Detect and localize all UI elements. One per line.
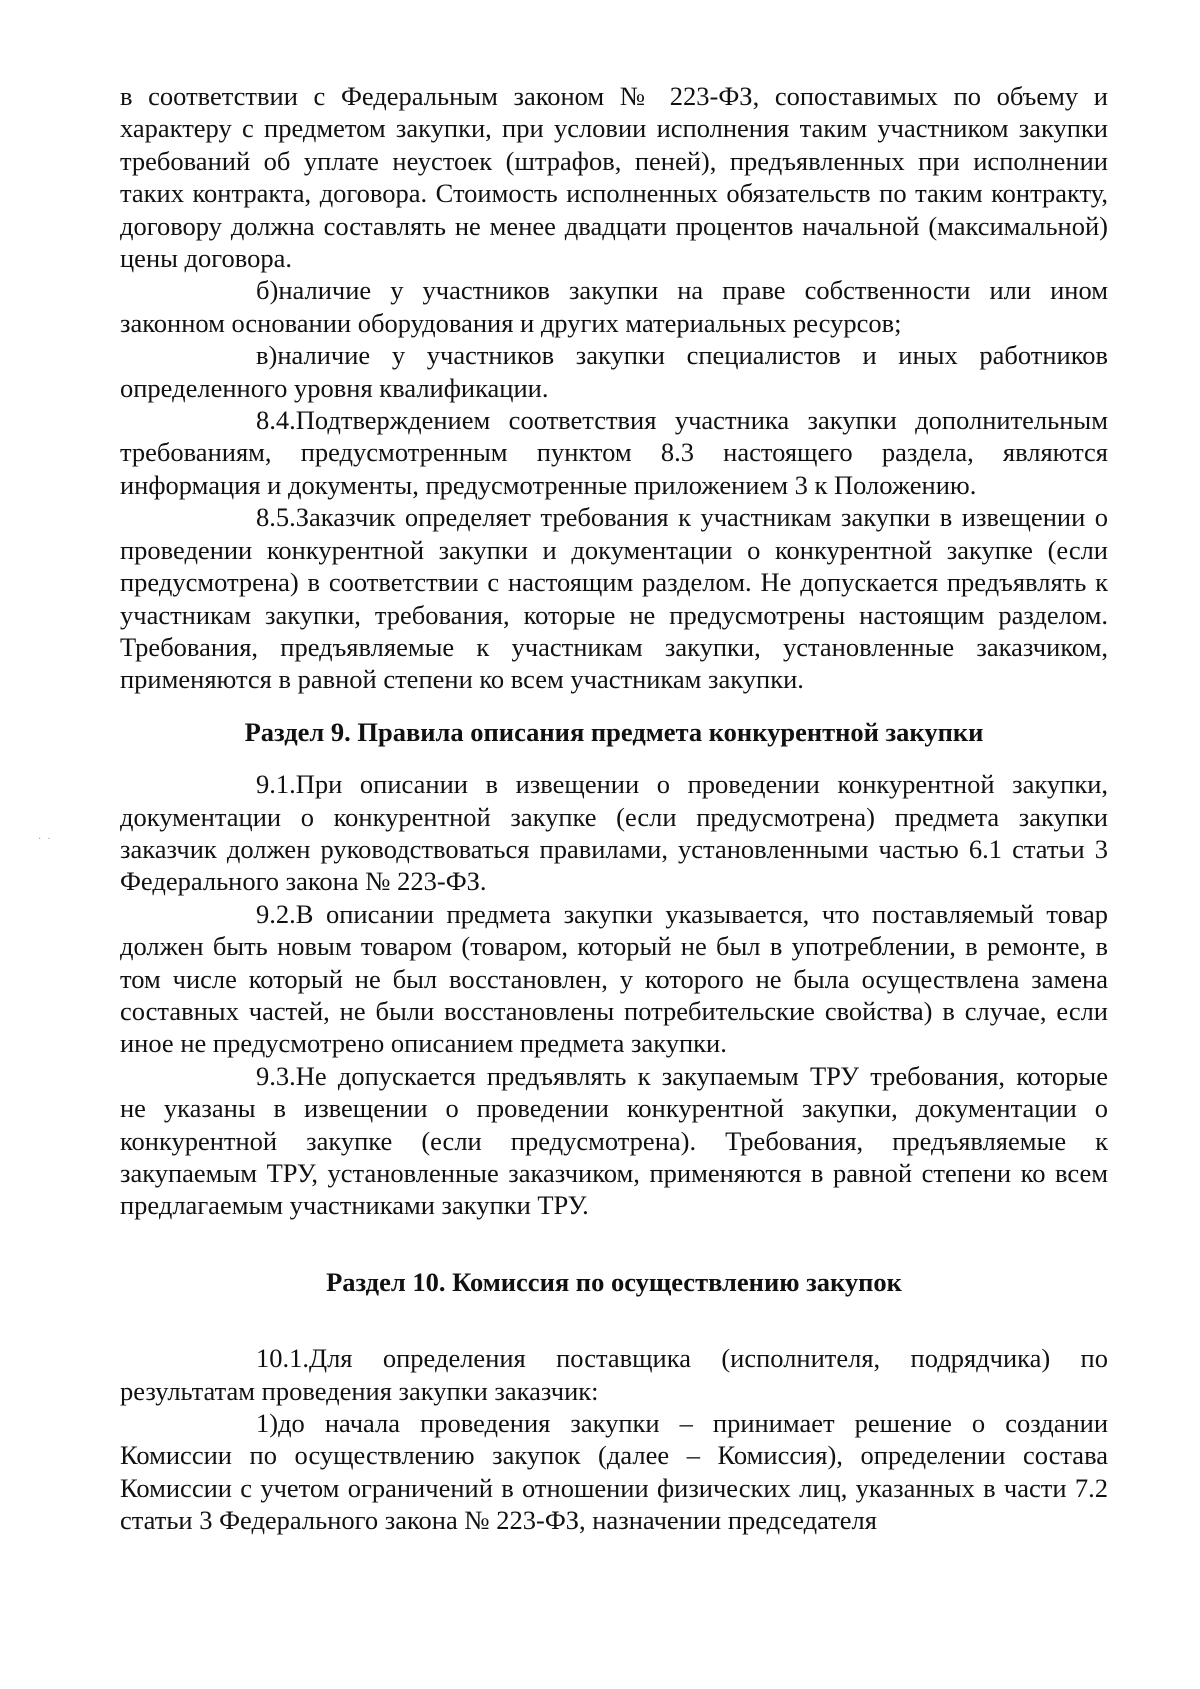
- section-9-heading: Раздел 9. Правила описания предмета конкурентной закупки: [244, 716, 984, 747]
- paragraph-9-1: [120, 768, 1108, 898]
- section-10-heading: Раздел 10. Комиссия по осуществлению закупок: [326, 1266, 902, 1297]
- paragraph-text: наличие у участников закупки на праве собственности или ином законном основании оборудования и других материальных ресурсов;: [120, 275, 1108, 338]
- item-number: 9.3.: [256, 1060, 296, 1091]
- paragraph-8-4: [120, 404, 1108, 501]
- item-number: 1): [256, 1408, 279, 1439]
- paragraph-text: Не допускается предъявлять к закупаемым ТРУ требования, которые не указаны в извещении о проведении конкурентной закупки, документации о конкурентной закупке (если предусмотрена). Требования, предъявляемые к закупаемым ТРУ, установленные заказчиком, применяются в равной степени ко всем предлагаемым участниками закупки ТРУ.: [120, 1060, 1108, 1221]
- paragraph-text: В описании предмета закупки указывается, что поставляемый товар должен быть новым товаром (товаром, который не был в употреблении, в ремонте, в том числе который не был восстановлен, у которого не была осуществлена замена составных частей, не были восстановлены потребительские свойства) в случае, если иное не предусмотрено описанием предмета закупки.: [120, 898, 1108, 1059]
- paragraph-10-1: [120, 1342, 1108, 1407]
- item-number: 8.4.: [256, 405, 296, 436]
- item-number: 9.2.: [256, 898, 296, 929]
- paragraph-8-5: [120, 501, 1108, 695]
- paragraph-text: Заказчик определяет требования к участникам закупки в извещении о проведении конкурентной закупки и документации о конкурентной закупке (если предусмотрена) в соответствии с настоящим разделом. Не допускается предъявлять к участникам закупки, требования, которые не предусмотрены настоящим разделом. Требования, предъявляемые к участникам закупки, установленные заказчиком, применяются в равной степени ко всем участникам закупки.: [120, 502, 1108, 695]
- paragraph-text: Подтверждением соответствия участника закупки дополнительным требованиям, предусмотренным пунктом 8.3 настоящего раздела, являются информация и документы, предусмотренные приложением 3 к Положению.: [120, 405, 1108, 500]
- paragraph-8-3-b: [120, 274, 1108, 339]
- paragraph-intro: [120, 80, 1108, 274]
- item-number: в): [256, 340, 278, 371]
- item-number: 10.1.: [256, 1343, 309, 1374]
- paragraph-text: до начала проведения закупки – принимает решение о создании Комиссии по осуществлению закупок (далее – Комиссия), определении состава Комиссии с учетом ограничений в отношении физических лиц, указанных в части 7.2 статьи 3 Федерального закона № 223-ФЗ, назначении председателя: [120, 1408, 1108, 1536]
- paragraph-text: При описании в извещении о проведении конкурентной закупки, документации о конкурентной закупке (если предусмотрена) предмета закупки заказчик должен руководствоваться правилами, установленными частью 6.1 статьи 3 Федерального закона № 223-ФЗ.: [120, 769, 1108, 897]
- scan-speck: ··: [38, 834, 57, 845]
- paragraph-10-1-1: [120, 1407, 1108, 1537]
- document-body: [120, 80, 1108, 1537]
- paragraph-text: Для определения поставщика (исполнителя, подрядчика) по результатам проведения закупки заказчик:: [120, 1343, 1108, 1406]
- paragraph-8-3-v: [120, 339, 1108, 404]
- item-number: б): [256, 275, 279, 306]
- item-number: 9.1.: [256, 769, 296, 800]
- paragraph-text: наличие у участников закупки специалистов и иных работников определенного уровня квалификации.: [120, 340, 1108, 403]
- paragraph-9-3: [120, 1060, 1108, 1222]
- paragraph-9-2: [120, 898, 1108, 1060]
- paragraph-text: в соответствии с Федеральным законом № 223-ФЗ, сопоставимых по объему и характеру с предметом закупки, при условии исполнения таким участником закупки требований об уплате неустоек (штрафов, пеней), предъявленных при исполнении таких контракта, договора. Стоимость исполненных обязательств по таким контракту, договору должна составлять не менее двадцати процентов начальной (максимальной) цены договора.: [120, 81, 1108, 274]
- item-number: 8.5.: [256, 502, 296, 533]
